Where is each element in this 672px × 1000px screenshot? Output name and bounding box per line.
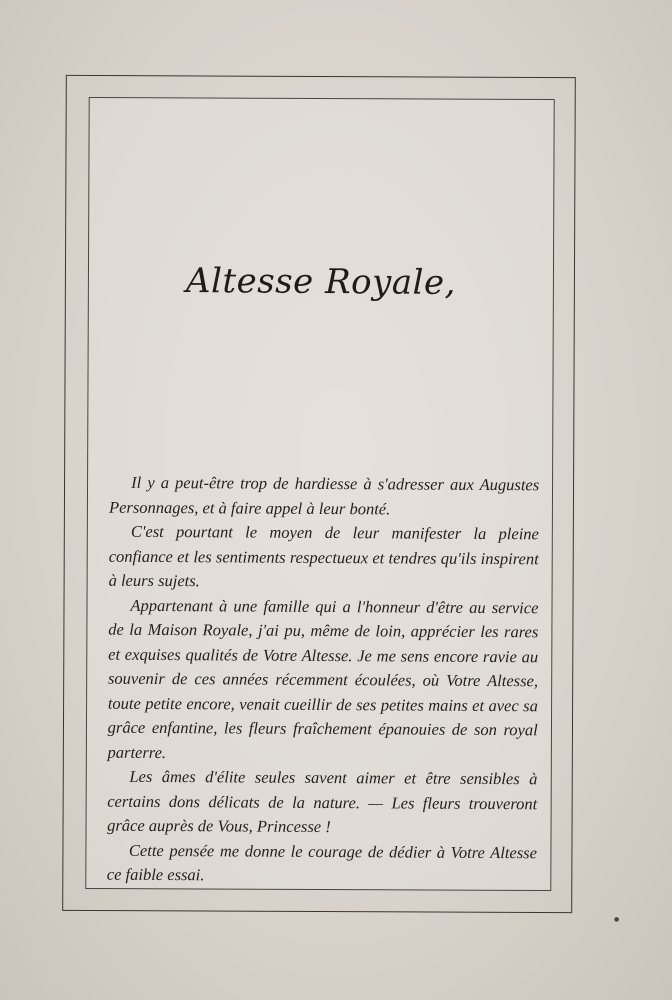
- dedication-paragraph-5: Cette pensée me donne le courage de dédier à Votre Altesse ce faible essai.: [106, 840, 538, 885]
- paper-speck: ●: [614, 916, 620, 923]
- dedication-paragraph-2: C'est pourtant le moyen de leur manifester la pleine confiance et les sentiments respectueux et tendres qu'ils inspirent à leurs sujets.: [108, 521, 539, 591]
- dedication-paragraph-1: Il y a peut-être trop de hardiesse à s'adresser aux Augustes Personnages, et à faire appel à leur bonté.: [108, 472, 540, 518]
- dedication-paragraph-4: Les âmes d'élite seules savent aimer et être sensibles à certains dons délicats de la nature. — Les fleurs trouveront grâce auprès de Vous, Princesse !: [107, 766, 538, 837]
- dedication-paragraph-3: Appartenant à une famille qui a l'honneur d'être au service de la Maison Royale, j'ai pu, même de loin, apprécier les rares et exquises qualités de Votre Altesse. Je me sens encore ravie au souvenir de ces années récemment écoulées, où Votre Altesse, toute petite encore, venait cueillir de ses petites mains et avec sa grâce enfantine, les fleurs fraîchement épanouies de son royal parterre.: [107, 595, 539, 762]
- dedication-text: [107, 471, 540, 890]
- salutation-heading: Altesse Royale,: [185, 261, 457, 303]
